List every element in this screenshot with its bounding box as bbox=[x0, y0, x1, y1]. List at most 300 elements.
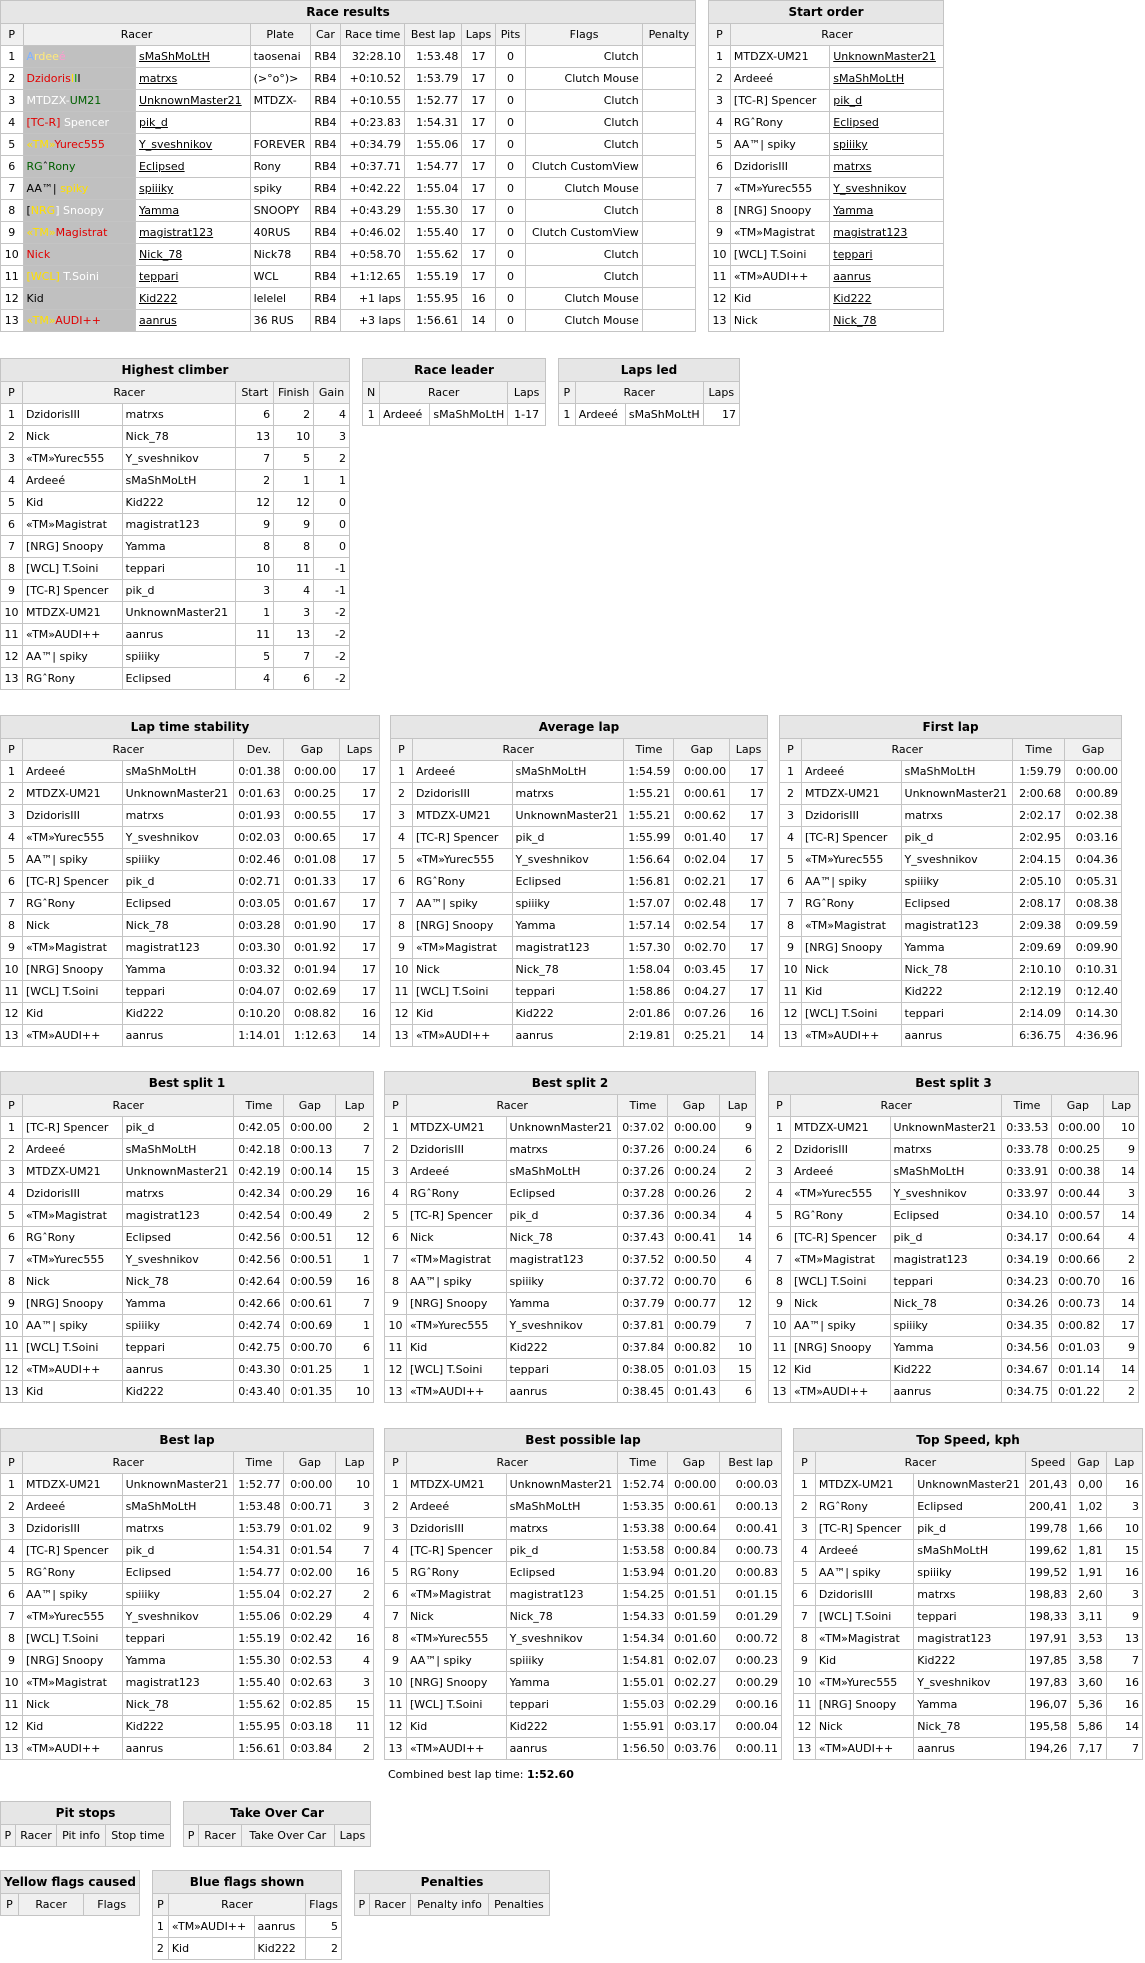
racer-name-cell: Nick bbox=[22, 1271, 122, 1293]
pits-cell: 0 bbox=[495, 134, 526, 156]
value-cell: 3,11 bbox=[1071, 1606, 1106, 1628]
username-cell[interactable] bbox=[136, 244, 251, 266]
racer-name-segment: NRG bbox=[30, 204, 56, 217]
penalty-cell bbox=[642, 46, 695, 68]
value-cell: 9 bbox=[336, 1518, 374, 1540]
car-cell: RB4 bbox=[310, 288, 341, 310]
position-cell: 3 bbox=[1, 1161, 23, 1183]
value-cell: 0:37.02 bbox=[618, 1117, 668, 1139]
racer-name-cell: «TM»Yurec555 bbox=[801, 849, 901, 871]
penalty-cell bbox=[642, 288, 695, 310]
racer-name-cell: AA™| spiky bbox=[815, 1562, 913, 1584]
table-row bbox=[794, 1738, 1143, 1760]
username-link[interactable]: spiiiky bbox=[833, 138, 868, 151]
username-link[interactable]: Eclipsed bbox=[139, 160, 185, 173]
username-cell: Yamma bbox=[122, 959, 234, 981]
col-header: Time bbox=[618, 1095, 668, 1117]
racer-name-cell: Kid bbox=[790, 1359, 890, 1381]
value-cell: 2:19.81 bbox=[624, 1025, 674, 1047]
table-row bbox=[1, 288, 696, 310]
username-link[interactable]: Kid222 bbox=[833, 292, 872, 305]
car-cell: RB4 bbox=[310, 178, 341, 200]
position-cell: 3 bbox=[385, 1518, 407, 1540]
value-cell: 17 bbox=[340, 893, 380, 915]
value-cell: 0:34.17 bbox=[1002, 1227, 1052, 1249]
value-cell: 0:37.36 bbox=[618, 1205, 668, 1227]
value-cell: 1:52.74 bbox=[618, 1474, 668, 1496]
value-cell: 0:33.53 bbox=[1002, 1117, 1052, 1139]
table-row bbox=[385, 1293, 756, 1315]
position-cell: 5 bbox=[1, 1205, 23, 1227]
username-link[interactable]: magistrat123 bbox=[139, 226, 214, 239]
value-cell: 0:43.30 bbox=[234, 1359, 284, 1381]
racer-name-cell: [WCL] T.Soini bbox=[22, 558, 122, 580]
username-link[interactable]: magistrat123 bbox=[833, 226, 908, 239]
col-header: Racer bbox=[730, 24, 943, 46]
value-cell: 0:01.03 bbox=[668, 1359, 720, 1381]
yellow-flags-table bbox=[0, 1870, 140, 1916]
table-row bbox=[559, 404, 740, 426]
table-row bbox=[1, 1606, 374, 1628]
value-cell: 8 bbox=[236, 536, 274, 558]
table-row bbox=[709, 310, 944, 332]
value-cell: 11 bbox=[236, 624, 274, 646]
table-row bbox=[1, 514, 350, 536]
racer-name-cell: [TC-R] Spencer bbox=[801, 827, 901, 849]
value-cell: 0:01.67 bbox=[284, 893, 340, 915]
username-cell[interactable] bbox=[830, 112, 944, 134]
value-cell: 0:02.29 bbox=[668, 1694, 720, 1716]
racer-name-cell: Ardeeé bbox=[801, 761, 901, 783]
value-cell: 7 bbox=[1106, 1650, 1142, 1672]
username-cell: matrxs bbox=[890, 1139, 1002, 1161]
racer-name-cell: Ardeeé bbox=[380, 404, 430, 426]
position-cell: 1 bbox=[794, 1474, 816, 1496]
col-header: Gap bbox=[284, 1452, 336, 1474]
value-cell: 0:01.15 bbox=[720, 1584, 782, 1606]
value-cell: 0:42.05 bbox=[234, 1117, 284, 1139]
username-cell: Yamma bbox=[914, 1694, 1026, 1716]
pits-cell: 0 bbox=[495, 288, 526, 310]
table-row bbox=[385, 1518, 782, 1540]
username-cell: Kid222 bbox=[122, 492, 236, 514]
plate-cell: 36 RUS bbox=[250, 310, 310, 332]
position-cell: 3 bbox=[385, 1161, 407, 1183]
username-cell[interactable] bbox=[136, 46, 251, 68]
start-order-title: Start order bbox=[709, 1, 944, 24]
penalty-cell bbox=[642, 310, 695, 332]
username-cell[interactable] bbox=[830, 244, 944, 266]
racer-name-segment: «TM» bbox=[26, 314, 56, 327]
best-lap-cell: 1:55.95 bbox=[405, 288, 462, 310]
racer-name-cell: Ardeeé bbox=[22, 761, 122, 783]
position-cell: 11 bbox=[769, 1337, 791, 1359]
race-time-cell: +1 laps bbox=[341, 288, 405, 310]
table-row bbox=[391, 1025, 768, 1047]
value-cell: 17 bbox=[340, 937, 380, 959]
value-cell: 0:01.93 bbox=[234, 805, 284, 827]
race-time-cell: +3 laps bbox=[341, 310, 405, 332]
start-order-table bbox=[708, 0, 944, 332]
table-row bbox=[1, 1025, 380, 1047]
position-cell: 9 bbox=[385, 1650, 407, 1672]
table-row bbox=[1, 1474, 374, 1496]
username-cell[interactable] bbox=[136, 112, 251, 134]
value-cell: 6 bbox=[236, 404, 274, 426]
position-cell: 10 bbox=[385, 1672, 407, 1694]
username-link[interactable]: teppari bbox=[139, 270, 179, 283]
value-cell: 1 bbox=[274, 470, 314, 492]
position-cell: 11 bbox=[1, 1337, 23, 1359]
racer-name-cell: Kid bbox=[22, 1003, 122, 1025]
username-link[interactable]: teppari bbox=[833, 248, 873, 261]
username-cell: pik_d bbox=[914, 1518, 1026, 1540]
username-cell: magistrat123 bbox=[506, 1584, 618, 1606]
flags-cell: Clutch bbox=[526, 266, 642, 288]
username-link[interactable]: Kid222 bbox=[139, 292, 178, 305]
position-cell: 7 bbox=[769, 1249, 791, 1271]
flags-cell: Clutch bbox=[526, 244, 642, 266]
position-cell: 5 bbox=[709, 134, 731, 156]
username-cell[interactable] bbox=[136, 266, 251, 288]
username-link[interactable]: matrxs bbox=[833, 160, 872, 173]
username-link[interactable]: sMaShMoLtH bbox=[139, 50, 210, 63]
racer-name-cell: «TM»Yurec555 bbox=[790, 1183, 890, 1205]
blue-flags-table bbox=[152, 1870, 342, 1960]
position-cell: 6 bbox=[1, 1584, 23, 1606]
username-cell[interactable] bbox=[136, 288, 251, 310]
username-link[interactable]: Nick_78 bbox=[833, 314, 877, 327]
value-cell: 1:55.04 bbox=[234, 1584, 284, 1606]
position-cell: 6 bbox=[794, 1584, 816, 1606]
car-cell: RB4 bbox=[310, 112, 341, 134]
position-cell: 1 bbox=[1, 1474, 23, 1496]
position-cell: 2 bbox=[391, 783, 413, 805]
col-header: Lap bbox=[1106, 1452, 1142, 1474]
position-cell: 12 bbox=[769, 1359, 791, 1381]
racer-name-cell: RGˆRony bbox=[22, 1227, 122, 1249]
highest-climber-panel bbox=[0, 358, 350, 690]
table-row bbox=[1, 915, 380, 937]
table-row bbox=[1, 404, 350, 426]
value-cell: 17 bbox=[730, 805, 768, 827]
value-cell: 1:52.77 bbox=[234, 1474, 284, 1496]
username-cell: teppari bbox=[890, 1271, 1002, 1293]
position-cell: 3 bbox=[794, 1518, 816, 1540]
position-cell: 9 bbox=[1, 1650, 23, 1672]
racer-name-cell: «TM»Magistrat bbox=[730, 222, 829, 244]
value-cell: 0:02.46 bbox=[234, 849, 284, 871]
value-cell: 14 bbox=[730, 1025, 768, 1047]
position-cell: 1 bbox=[363, 404, 380, 426]
username-cell[interactable] bbox=[136, 200, 251, 222]
username-cell: matrxs bbox=[901, 805, 1013, 827]
value-cell: 0:42.64 bbox=[234, 1271, 284, 1293]
username-link[interactable]: aanrus bbox=[139, 314, 177, 327]
position-cell: 4 bbox=[794, 1540, 816, 1562]
username-link[interactable]: pik_d bbox=[139, 116, 168, 129]
table-row bbox=[1, 470, 350, 492]
table-row bbox=[1, 893, 380, 915]
value-cell: 6:36.75 bbox=[1013, 1025, 1065, 1047]
value-cell: 0:02.03 bbox=[234, 827, 284, 849]
position-cell: 2 bbox=[1, 68, 24, 90]
username-cell: magistrat123 bbox=[122, 937, 234, 959]
value-cell: 7 bbox=[236, 448, 274, 470]
value-cell: 6 bbox=[720, 1139, 756, 1161]
table-row bbox=[780, 827, 1122, 849]
username-cell[interactable] bbox=[136, 178, 251, 200]
value-cell: 1:53.79 bbox=[234, 1518, 284, 1540]
username-cell[interactable] bbox=[830, 222, 944, 244]
username-cell[interactable] bbox=[830, 288, 944, 310]
username-link[interactable]: spiiiky bbox=[139, 182, 174, 195]
table-row bbox=[385, 1716, 782, 1738]
value-cell: 1:56.50 bbox=[618, 1738, 668, 1760]
race-time-cell: +0:10.55 bbox=[341, 90, 405, 112]
racer-name-cell: «TM»Magistrat bbox=[22, 1205, 122, 1227]
username-link[interactable]: Y_sveshnikov bbox=[833, 182, 907, 195]
value-cell: 0:00.29 bbox=[720, 1672, 782, 1694]
value-cell: -2 bbox=[314, 668, 350, 690]
table-row bbox=[780, 937, 1122, 959]
value-cell: 1:55.30 bbox=[234, 1650, 284, 1672]
table-row bbox=[1, 959, 380, 981]
start-order-panel bbox=[708, 0, 944, 332]
best-split-3-panel bbox=[768, 1071, 1139, 1403]
value-cell: 17 bbox=[730, 827, 768, 849]
racer-name-cell bbox=[23, 288, 136, 310]
table-row bbox=[709, 244, 944, 266]
value-cell: -2 bbox=[314, 602, 350, 624]
username-cell: Kid222 bbox=[914, 1650, 1026, 1672]
take-over-car-title: Take Over Car bbox=[184, 1802, 371, 1825]
racer-name-cell: DzidorisIII bbox=[790, 1139, 890, 1161]
value-cell: 0:02.21 bbox=[674, 871, 730, 893]
col-header: Racer bbox=[412, 739, 624, 761]
pits-cell: 0 bbox=[495, 112, 526, 134]
racer-name-cell: Kid bbox=[22, 1381, 122, 1403]
table-row bbox=[385, 1359, 756, 1381]
table-row bbox=[709, 46, 944, 68]
best-split-1-table bbox=[0, 1071, 374, 1403]
table-row bbox=[385, 1227, 756, 1249]
flags-cell: Clutch CustomView bbox=[526, 222, 642, 244]
pits-cell: 0 bbox=[495, 222, 526, 244]
race-time-cell: +1:12.65 bbox=[341, 266, 405, 288]
racer-name-cell: «TM»AUDI++ bbox=[168, 1916, 254, 1938]
top-speed-table bbox=[793, 1428, 1143, 1760]
position-cell: 4 bbox=[385, 1540, 407, 1562]
value-cell: 17 bbox=[340, 827, 380, 849]
username-cell: aanrus bbox=[122, 624, 236, 646]
racer-name-cell: MTDZX-UM21 bbox=[22, 783, 122, 805]
penalty-cell bbox=[642, 90, 695, 112]
col-header: P bbox=[1, 24, 24, 46]
username-cell: Nick_78 bbox=[890, 1293, 1002, 1315]
racer-name-cell: [NRG] Snoopy bbox=[815, 1694, 913, 1716]
penalty-cell bbox=[642, 68, 695, 90]
average-lap-title: Average lap bbox=[391, 716, 768, 739]
racer-name-cell: Kid bbox=[730, 288, 829, 310]
best-lap-cell: 1:52.77 bbox=[405, 90, 462, 112]
combined-best-lap bbox=[388, 1768, 574, 1781]
username-cell[interactable] bbox=[136, 310, 251, 332]
username-link[interactable]: Yamma bbox=[139, 204, 180, 217]
racer-name-cell: «TM»Magistrat bbox=[801, 915, 901, 937]
value-cell: 14 bbox=[1106, 1716, 1142, 1738]
username-link[interactable]: pik_d bbox=[833, 94, 863, 107]
username-cell[interactable] bbox=[830, 266, 944, 288]
username-cell[interactable] bbox=[136, 68, 251, 90]
value-cell: 0:02.54 bbox=[674, 915, 730, 937]
value-cell: 0:38.45 bbox=[618, 1381, 668, 1403]
position-cell: 13 bbox=[385, 1381, 407, 1403]
table-row bbox=[1, 1496, 374, 1518]
racer-name-cell: [TC-R] Spencer bbox=[406, 1540, 506, 1562]
username-cell[interactable] bbox=[830, 46, 944, 68]
col-header: Time bbox=[624, 739, 674, 761]
col-header: Gap bbox=[284, 739, 340, 761]
username-link[interactable]: sMaShMoLtH bbox=[833, 72, 905, 85]
race-time-cell: +0:23.83 bbox=[341, 112, 405, 134]
best-lap-cell: 1:55.19 bbox=[405, 266, 462, 288]
laps-cell: 16 bbox=[462, 288, 495, 310]
username-link[interactable]: Yamma bbox=[833, 204, 874, 217]
position-cell: 4 bbox=[769, 1183, 791, 1205]
racer-name-cell: DzidorisIII bbox=[815, 1584, 913, 1606]
username-cell: Kid222 bbox=[122, 1381, 234, 1403]
username-cell[interactable] bbox=[136, 222, 251, 244]
racer-name-cell: Nick bbox=[815, 1716, 913, 1738]
value-cell: 0:37.79 bbox=[618, 1293, 668, 1315]
value-cell: 1:55.03 bbox=[618, 1694, 668, 1716]
col-header: Flags bbox=[306, 1894, 342, 1916]
username-link[interactable]: UnknownMaster21 bbox=[833, 50, 936, 63]
username-link[interactable]: UnknownMaster21 bbox=[139, 94, 242, 107]
username-link[interactable]: aanrus bbox=[833, 270, 871, 283]
table-row bbox=[1, 1628, 374, 1650]
table-row bbox=[1, 1716, 374, 1738]
pits-cell: 0 bbox=[495, 266, 526, 288]
position-cell: 11 bbox=[780, 981, 802, 1003]
value-cell: 1:54.34 bbox=[618, 1628, 668, 1650]
position-cell: 12 bbox=[1, 1716, 23, 1738]
username-cell[interactable] bbox=[136, 134, 251, 156]
col-header: Take Over Car bbox=[241, 1825, 334, 1847]
racer-name-cell: [NRG] Snoopy bbox=[22, 536, 122, 558]
racer-name-cell: Kid bbox=[22, 1716, 122, 1738]
value-cell: 0:09.90 bbox=[1065, 937, 1122, 959]
position-cell: 2 bbox=[769, 1139, 791, 1161]
racer-name-cell: Ardeeé bbox=[790, 1161, 890, 1183]
username-cell: spiiiky bbox=[122, 849, 234, 871]
username-cell[interactable] bbox=[136, 90, 251, 112]
username-cell: magistrat123 bbox=[122, 514, 236, 536]
position-cell: 3 bbox=[1, 805, 23, 827]
position-cell: 6 bbox=[769, 1227, 791, 1249]
value-cell: 0:03.05 bbox=[234, 893, 284, 915]
username-cell: Nick_78 bbox=[122, 1271, 234, 1293]
position-cell: 1 bbox=[1, 46, 24, 68]
value-cell: 1 bbox=[336, 1359, 374, 1381]
value-cell: 0:08.82 bbox=[284, 1003, 340, 1025]
value-cell: 0:00.03 bbox=[720, 1474, 782, 1496]
best-lap-cell: 1:53.48 bbox=[405, 46, 462, 68]
value-cell: 16 bbox=[1104, 1271, 1139, 1293]
racer-name-cell: Nick bbox=[730, 310, 829, 332]
racer-name-cell: «TM»Magistrat bbox=[22, 937, 122, 959]
col-header: Speed bbox=[1025, 1452, 1071, 1474]
racer-name-cell: RGˆRony bbox=[730, 112, 829, 134]
col-header: P bbox=[1, 1452, 23, 1474]
table-row bbox=[1, 558, 350, 580]
position-cell: 12 bbox=[385, 1359, 407, 1381]
username-link[interactable]: matrxs bbox=[139, 72, 178, 85]
table-row bbox=[769, 1205, 1139, 1227]
value-cell: 1:54.81 bbox=[618, 1650, 668, 1672]
username-cell: matrxs bbox=[122, 1183, 234, 1205]
racer-name-cell: DzidorisIII bbox=[22, 1518, 122, 1540]
racer-name-cell: [TC-R] Spencer bbox=[406, 1205, 506, 1227]
value-cell: 7 bbox=[336, 1540, 374, 1562]
value-cell: 9 bbox=[1104, 1139, 1139, 1161]
value-cell: 0:00.25 bbox=[1052, 1139, 1104, 1161]
value-cell: 0:00.00 bbox=[674, 761, 730, 783]
table-row bbox=[385, 1738, 782, 1760]
username-link[interactable]: Eclipsed bbox=[833, 116, 879, 129]
username-cell[interactable] bbox=[830, 200, 944, 222]
table-row bbox=[385, 1315, 756, 1337]
username-cell[interactable] bbox=[830, 90, 944, 112]
value-cell: 2 bbox=[1104, 1249, 1139, 1271]
username-cell[interactable] bbox=[830, 156, 944, 178]
username-cell: teppari bbox=[901, 1003, 1013, 1025]
value-cell: 14 bbox=[1104, 1205, 1139, 1227]
position-cell: 10 bbox=[385, 1315, 407, 1337]
value-cell: 0:37.84 bbox=[618, 1337, 668, 1359]
username-link[interactable]: Y_sveshnikov bbox=[139, 138, 213, 151]
value-cell: 6 bbox=[720, 1271, 756, 1293]
col-header: Time bbox=[1013, 739, 1065, 761]
username-cell[interactable] bbox=[830, 310, 944, 332]
racer-name-segment: T.Soini bbox=[63, 270, 99, 283]
username-cell[interactable] bbox=[830, 134, 944, 156]
value-cell: 0:34.10 bbox=[1002, 1205, 1052, 1227]
value-cell: 0:04.07 bbox=[234, 981, 284, 1003]
username-link[interactable]: Nick_78 bbox=[139, 248, 183, 261]
racer-name-cell: MTDZX-UM21 bbox=[790, 1117, 890, 1139]
username-cell[interactable] bbox=[830, 178, 944, 200]
username-cell: UnknownMaster21 bbox=[901, 783, 1013, 805]
racer-name-cell: [WCL] T.Soini bbox=[801, 1003, 901, 1025]
username-cell[interactable] bbox=[830, 68, 944, 90]
table-row bbox=[391, 937, 768, 959]
position-cell: 2 bbox=[153, 1938, 169, 1960]
value-cell: 0:00.29 bbox=[284, 1183, 336, 1205]
value-cell: 10 bbox=[274, 426, 314, 448]
col-header: Lap bbox=[336, 1452, 374, 1474]
value-cell: 0:34.56 bbox=[1002, 1337, 1052, 1359]
value-cell: 17 bbox=[1104, 1315, 1139, 1337]
value-cell: 14 bbox=[720, 1227, 756, 1249]
value-cell: 7 bbox=[336, 1293, 374, 1315]
username-cell[interactable] bbox=[136, 156, 251, 178]
value-cell: 0:00.64 bbox=[1052, 1227, 1104, 1249]
flags-cell: Clutch bbox=[526, 200, 642, 222]
value-cell: 1:54.25 bbox=[618, 1584, 668, 1606]
table-row bbox=[1, 761, 380, 783]
